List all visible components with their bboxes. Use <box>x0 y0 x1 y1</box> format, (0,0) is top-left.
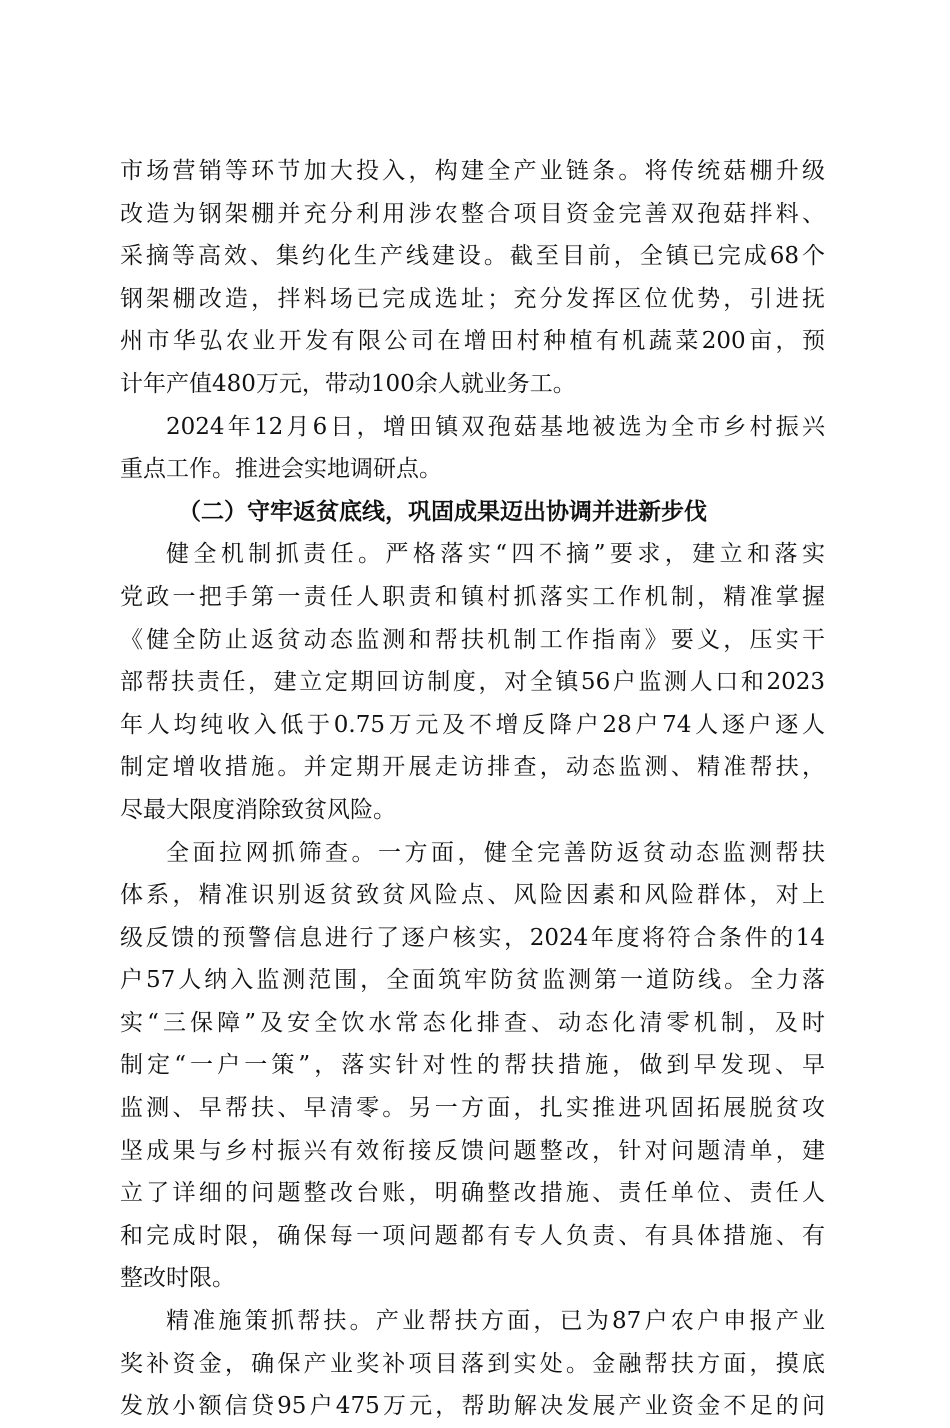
text-line: 奖补资金，确保产业奖补项目落到实处。金融帮扶方面，摸底 <box>120 1350 825 1377</box>
text-line: 钢架棚改造，拌料场已完成选址；充分发挥区位优势，引进抚 <box>120 285 825 312</box>
document-body <box>120 150 825 1428</box>
text-line: 采摘等高效、集约化生产线建设。截至目前，全镇已完成68个 <box>120 243 825 270</box>
text-line: 实“三保障”及安全饮水常态化排查、动态化清零机制，及时 <box>120 1009 825 1036</box>
text-line: 监测、早帮扶、早清零。另一方面，扎实推进巩固拓展脱贫攻 <box>120 1095 825 1122</box>
text-line: 2024年12月6日，增田镇双孢菇基地被选为全市乡村振兴 <box>166 413 825 440</box>
text-line: 州市华弘农业开发有限公司在增田村种植有机蔬菜200亩，预 <box>120 328 825 355</box>
text-line: 立了详细的问题整改台账，明确整改措施、责任单位、责任人 <box>120 1180 825 1207</box>
text-line: 《健全防止返贫动态监测和帮扶机制工作指南》要义，压实干 <box>120 626 825 653</box>
text-line: 制定增收措施。并定期开展走访排查，动态监测、精准帮扶， <box>120 754 825 781</box>
text-line: 发放小额信贷95户475万元，帮助解决发展产业资金不足的问 <box>120 1393 825 1420</box>
paragraph <box>120 533 825 831</box>
text-line: 部帮扶责任，建立定期回访制度，对全镇56户监测人口和2023 <box>120 669 825 696</box>
text-line: 制定“一户一策”，落实针对性的帮扶措施，做到早发现、早 <box>120 1052 825 1079</box>
text-line: 健全机制抓责任。严格落实“四不摘”要求，建立和落实 <box>166 541 825 568</box>
text-line: 坚成果与乡村振兴有效衔接反馈问题整改，针对问题清单，建 <box>120 1137 825 1164</box>
text-line: 和完成时限，确保每一项问题都有专人负责、有具体措施、有 <box>120 1222 825 1249</box>
text-line: 改造为钢架棚并充分利用涉农整合项目资金完善双孢菇拌料、 <box>120 200 825 227</box>
paragraph <box>120 406 825 491</box>
paragraph <box>120 1300 825 1428</box>
paragraph <box>120 832 825 1301</box>
text-line: 整改时限。 <box>120 1265 235 1292</box>
text-line: 精准施策抓帮扶。产业帮扶方面，已为87户农户申报产业 <box>166 1308 825 1335</box>
section-heading <box>120 491 825 534</box>
text-line: 市场营销等环节加大投入，构建全产业链条。将传统菇棚升级 <box>120 158 825 184</box>
text-line: 体系，精准识别返贫致贫风险点、风险因素和风险群体，对上 <box>120 882 825 909</box>
text-line: 计年产值480万元，带动100余人就业务工。 <box>120 370 576 397</box>
text-line: 重点工作。推进会实地调研点。 <box>120 456 442 483</box>
text-line: 年人均纯收入低于0.75万元及不增反降户28户74人逐户逐人 <box>120 711 825 738</box>
heading-line: （二）守牢返贫底线，巩固成果迈出协调并进新步伐 <box>178 497 707 525</box>
text-line: 全面拉网抓筛查。一方面，健全完善防返贫动态监测帮扶 <box>166 839 825 866</box>
paragraph <box>120 150 825 406</box>
text-line: 党政一把手第一责任人职责和镇村抓落实工作机制，精准掌握 <box>120 583 825 610</box>
text-line: 尽最大限度消除致贫风险。 <box>120 796 396 823</box>
text-line: 户57人纳入监测范围，全面筑牢防贫监测第一道防线。全力落 <box>120 967 825 994</box>
text-line: 级反馈的预警信息进行了逐户核实，2024年度将符合条件的14 <box>120 924 825 951</box>
